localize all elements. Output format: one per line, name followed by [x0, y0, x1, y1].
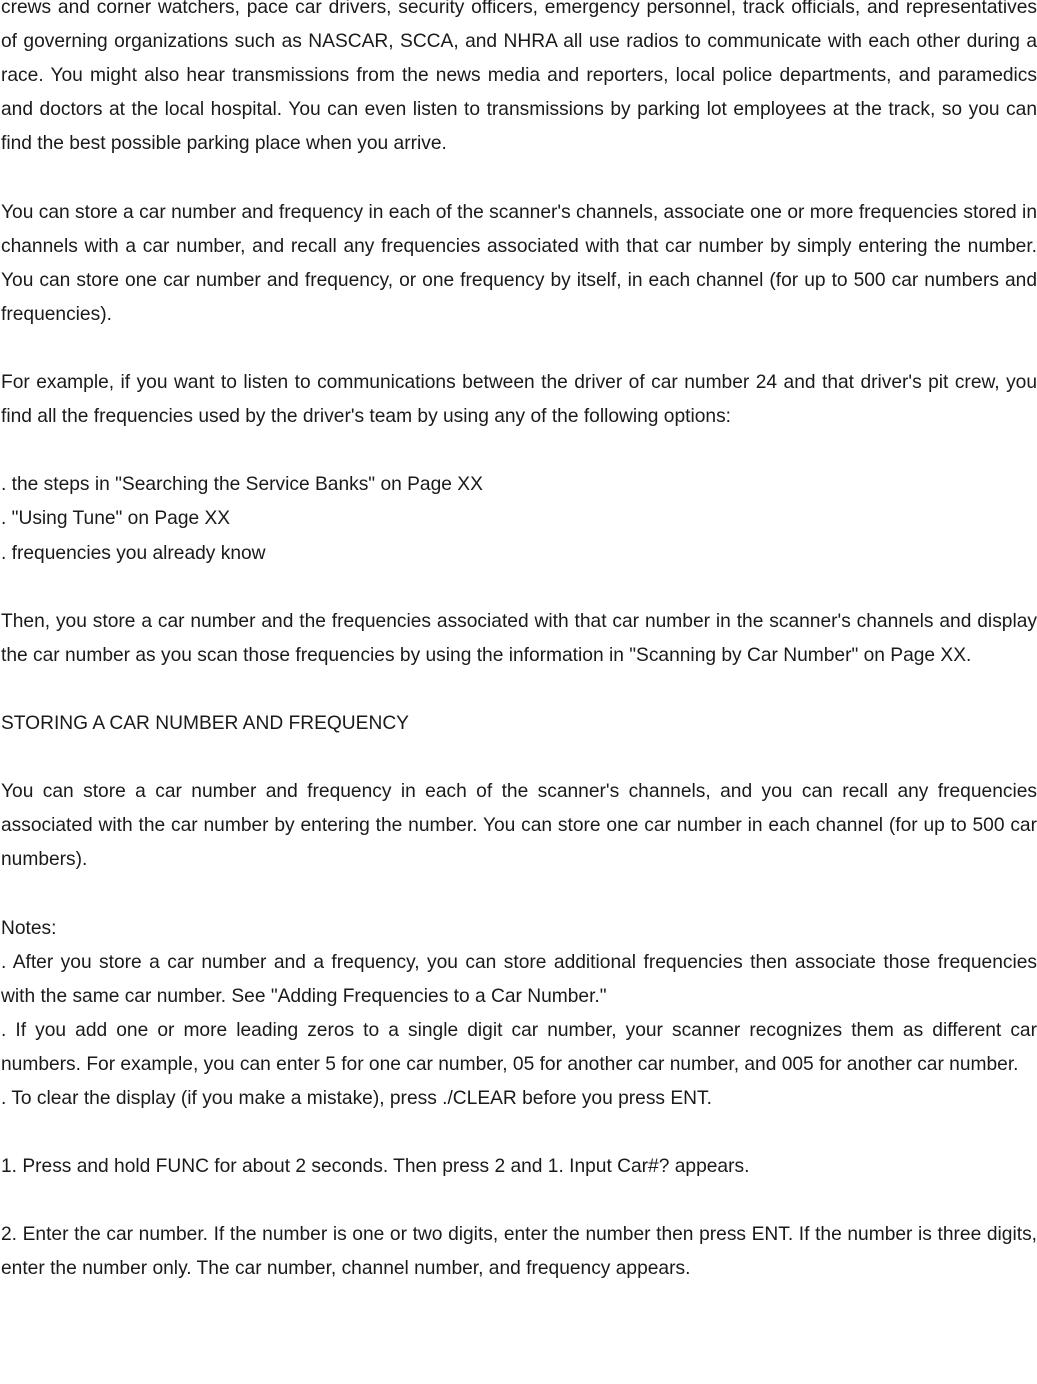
section-heading: STORING A CAR NUMBER AND FREQUENCY — [1, 712, 409, 734]
intro-paragraph-1: crews and corner watchers, pace car drivers, security officers, emergency personnel, track officials, and representatives of governing organizations such as NASCAR, SCCA, and NHRA all use radios to communicate with each other during a race. You might also hear transmissions from the news media and reporters, local police departments, and paramedics and doctors at the local hospital. You can even listen to transmissions by parking lot employees at the track, so you can find the best possible parking place when you arrive. — [1, 0, 1037, 155]
spacer — [1, 1116, 1037, 1150]
spacer — [1, 571, 1037, 605]
intro-paragraph-2: You can store a car number and frequency in each of the scanner's channels, associate one or more frequencies stored in channels with a car number, and recall any frequencies associated with that car number by simply entering the number. You can store one car number and frequency, or one frequency by itself, in each channel (for up to 500 car numbers and frequencies). — [1, 201, 1037, 325]
notes-label: Notes: — [1, 917, 57, 939]
document-body — [1, 0, 1037, 1287]
note-item: . If you add one or more leading zeros to a single digit car number, your scanner recognizes them as different car numbers. For example, you can enter 5 for one car number, 05 for another car number, and 005 for another car number. — [1, 1019, 1037, 1075]
list-item: . "Using Tune" on Page XX — [1, 508, 231, 530]
spacer — [1, 877, 1037, 911]
step-1: 1. Press and hold FUNC for about 2 seconds. Then press 2 and 1. Input Car#? appears. — [1, 1156, 750, 1178]
intro-paragraph-3: For example, if you want to listen to communications between the driver of car number 24 and that driver's pit crew, you find all the frequencies used by the driver's team by using any of the following options: — [1, 372, 1037, 428]
list-item: . the steps in "Searching the Service Banks" on Page XX — [1, 474, 483, 496]
spacer — [1, 1184, 1037, 1218]
spacer — [1, 673, 1037, 707]
note-item: . After you store a car number and a frequency, you can store additional frequencies then associate those frequencies with the same car number. See "Adding Frequencies to a Car Number." — [1, 951, 1037, 1007]
spacer — [1, 161, 1037, 195]
spacer — [1, 434, 1037, 468]
options-list — [1, 468, 1037, 570]
spacer — [1, 332, 1037, 366]
step-2: 2. Enter the car number. If the number is one or two digits, enter the number then press ENT. If the number is three digits, enter the number only. The car number, channel number, and frequency appears. — [1, 1224, 1037, 1280]
intro-paragraph-4: Then, you store a car number and the frequencies associated with that car number in the scanner's channels and display the car number as you scan those frequencies by using the information in "Scanning by Car Number" on Page XX. — [1, 610, 1037, 666]
list-item: . frequencies you already know — [1, 542, 266, 564]
note-item: . To clear the display (if you make a mistake), press ./CLEAR before you press ENT. — [1, 1088, 712, 1109]
section-paragraph-1: You can store a car number and frequency in each of the scanner's channels, and you can recall any frequencies associated with the car number by entering the number. You can store one car number in each channel (for up to 500 car numbers). — [1, 781, 1037, 871]
spacer — [1, 741, 1037, 775]
